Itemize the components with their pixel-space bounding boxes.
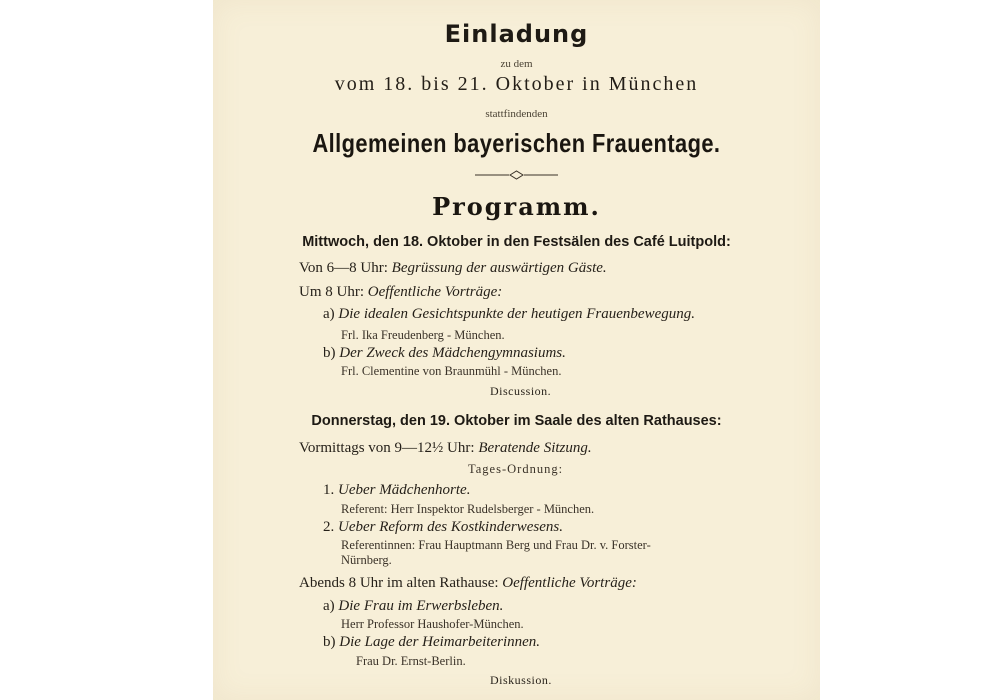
day2-t2-speaker-1: Referentinnen: Frau Hauptmann Berg und Frau Dr. v. Forster- <box>341 538 651 552</box>
event-dates: vom 18. bis 21. Oktober in München <box>334 73 699 95</box>
stattfindenden-text: stattfindenden <box>485 108 548 120</box>
day1-a-title: Die idealen Gesichtspunkte der heutigen Frauenbewegung. <box>338 306 695 322</box>
divider-ornament-icon <box>473 168 560 182</box>
day2-evening-item: Oeffentliche Vorträge: <box>502 575 637 591</box>
day1-lectures-line <box>299 284 502 301</box>
day1-a-label: a) <box>323 306 335 322</box>
day2-t2-title: Ueber Reform des Kostkinderwesens. <box>338 519 563 535</box>
day2-t2-speaker-2: Nürnberg. <box>341 553 392 567</box>
day2-t1-label: 1. <box>323 482 335 498</box>
day2-agenda: Tages-Ordnung: <box>468 462 564 476</box>
day2-t1-title: Ueber Mädchenhorte. <box>338 482 471 498</box>
day2-lecture-b <box>323 634 540 651</box>
day2-morning-line <box>299 440 592 457</box>
day1-lecture-a <box>323 306 695 323</box>
invitation-title: Einladung <box>444 20 589 48</box>
day1-lecture-b <box>323 345 566 362</box>
day2-topic2 <box>323 519 563 536</box>
day1-time1: Von 6—8 Uhr: <box>299 260 388 276</box>
day1-welcome-line <box>299 260 607 277</box>
day1-discussion: Discussion. <box>490 384 552 398</box>
day2-discussion: Diskussion. <box>490 673 552 687</box>
day2-b-title: Die Lage der Heimarbeiterinnen. <box>339 634 541 650</box>
day2-lecture-a <box>323 598 503 615</box>
zu-dem-text: zu dem <box>500 58 533 70</box>
day1-b-title: Der Zweck des Mädchengymnasiums. <box>339 345 566 361</box>
day2-b-label: b) <box>323 634 336 650</box>
day2-evening-line <box>299 575 637 592</box>
program-title: Programm. <box>432 192 601 221</box>
day2-morning-item: Beratende Sitzung. <box>478 440 592 456</box>
day2-b-speaker: Frau Dr. Ernst-Berlin. <box>356 654 466 668</box>
day1-heading: Mittwoch, den 18. Oktober in den Festsälen des Café Luitpold: <box>302 234 731 250</box>
day1-time2: Um 8 Uhr: <box>299 284 364 300</box>
day1-a-speaker: Frl. Ika Freudenberg - München. <box>341 328 505 342</box>
document-page <box>213 0 820 700</box>
day2-t2-label: 2. <box>323 519 335 535</box>
day2-heading: Donnerstag, den 19. Oktober im Saale des alten Rathauses: <box>311 413 722 429</box>
day1-b-speaker: Frl. Clementine von Braunmühl - München. <box>341 364 562 378</box>
day2-evening-time: Abends 8 Uhr im alten Rathause: <box>299 575 499 591</box>
day2-morning-time: Vormittags von 9—12½ Uhr: <box>299 440 475 456</box>
day2-t1-speaker: Referent: Herr Inspektor Rudelsberger - München. <box>341 502 595 516</box>
day1-b-label: b) <box>323 345 336 361</box>
day2-a-speaker: Herr Professor Haushofer-München. <box>341 617 524 631</box>
day1-item2: Oeffentliche Vorträge: <box>367 284 503 300</box>
event-name: Allgemeinen bayerischen Frauentage. <box>312 128 721 158</box>
day2-a-title: Die Frau im Erwerbsleben. <box>338 598 504 614</box>
day2-a-label: a) <box>323 598 335 614</box>
day2-topic1 <box>323 482 470 499</box>
day1-item1: Begrüssung der auswärtigen Gäste. <box>391 260 607 276</box>
